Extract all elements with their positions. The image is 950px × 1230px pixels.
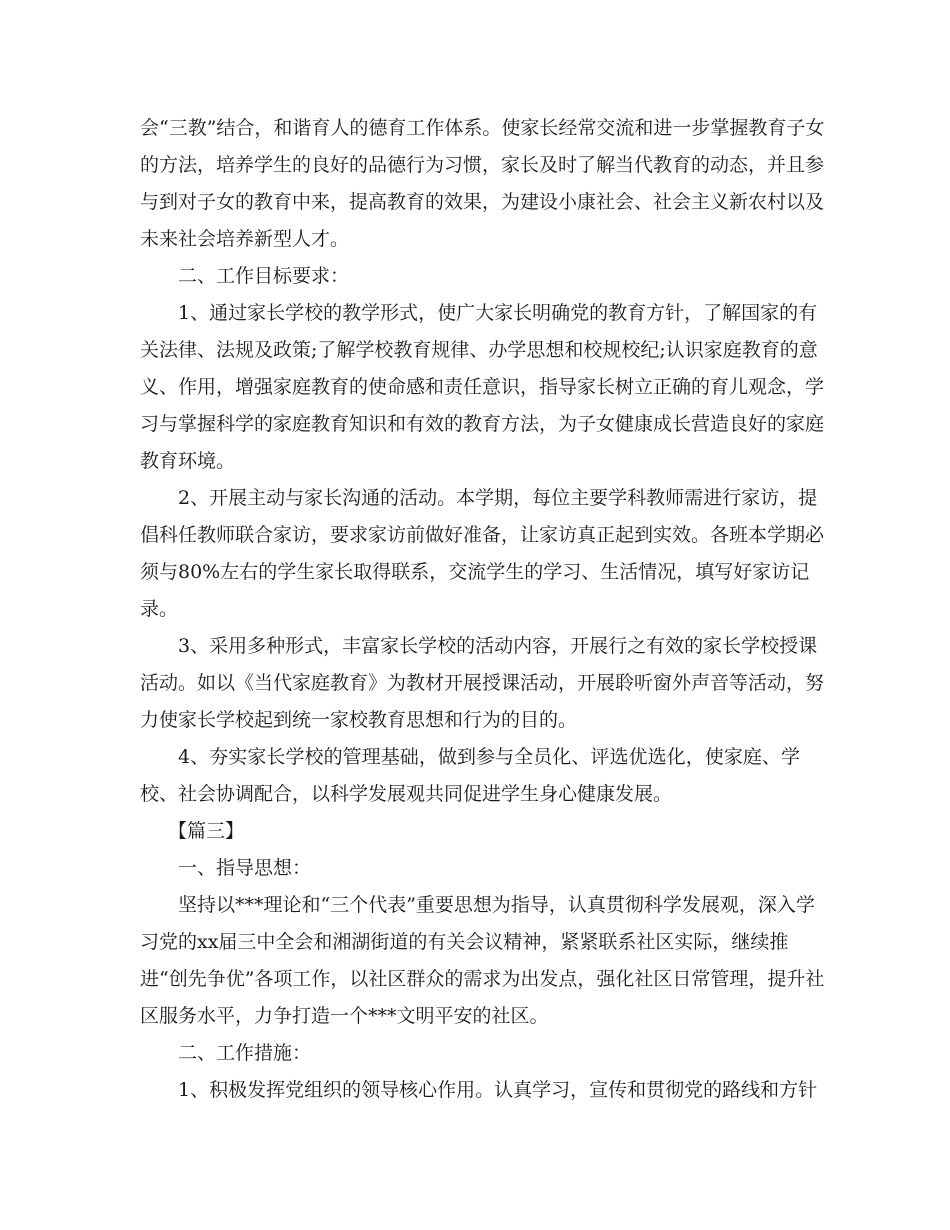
text-line [0, 628, 950, 665]
line-text: 区服务水平，力争打造一个***文明平安的社区。 [140, 1005, 549, 1027]
line-text: 3、采用多种形式，丰富家长学校的活动内容，开展行之有效的家长学校授课 [178, 635, 818, 657]
line-text: 录。 [140, 598, 179, 620]
text-line [0, 443, 950, 480]
text-line [0, 110, 950, 147]
line-text: 力使家长学校起到统一家校教育思想和行为的目的。 [140, 709, 578, 731]
line-text: 习与掌握科学的家庭教育知识和有效的教育方法，为子女健康成长营造良好的家庭 [140, 413, 825, 435]
text-line [0, 1072, 950, 1109]
text-line [0, 887, 950, 924]
line-text: 进“创先争优”各项工作，以社区群众的需求为出发点，强化社区日常管理，提升社 [140, 968, 825, 990]
text-line [0, 369, 950, 406]
line-text: 教育环境。 [140, 450, 236, 472]
line-text: 须与80%左右的学生家长取得联系，交流学生的学习、生活情况，填写好家访记 [140, 561, 810, 583]
line-text: 校、社会协调配合，以科学发展观共同促进学生身心健康发展。 [140, 783, 673, 805]
line-text: 会“三教”结合，和谐育人的德育工作体系。使家长经常交流和进一步掌握教育子女 [140, 117, 825, 139]
line-text: 坚持以***理论和“三个代表”重要思想为指导，认真贯彻科学发展观，深入学 [178, 894, 815, 916]
line-text: 关法律、法规及政策;了解学校教育规律、办学思想和校规校纪;认识家庭教育的意 [140, 339, 818, 361]
line-text: 倡科任教师联合家访，要求家访前做好准备，让家访真正起到实效。各班本学期必 [140, 524, 825, 546]
section-heading [0, 258, 950, 295]
text-line [0, 739, 950, 776]
line-text: 活动。如以《当代家庭教育》为教材开展授课活动，开展聆听窗外声音等活动，努 [140, 672, 825, 694]
line-text: 【篇三】 [168, 820, 245, 842]
text-line [0, 332, 950, 369]
line-text: 与到对子女的教育中来，提高教育的效果，为建设小康社会、社会主义新农村以及 [140, 191, 825, 213]
line-text: 1、通过家长学校的教学形式，使广大家长明确党的教育方针，了解国家的有 [178, 302, 818, 324]
line-text: 2、开展主动与家长沟通的活动。本学期，每位主要学科教师需进行家访，提 [178, 487, 818, 509]
text-line [0, 776, 950, 813]
line-text: 二、工作目标要求： [178, 265, 350, 287]
line-text: 未来社会培养新型人才。 [140, 228, 350, 250]
text-line [0, 295, 950, 332]
line-text: 二、工作措施： [178, 1042, 312, 1064]
text-line [0, 591, 950, 628]
text-line [0, 554, 950, 591]
text-line [0, 184, 950, 221]
text-line [0, 517, 950, 554]
text-line [0, 665, 950, 702]
line-text: 1、积极发挥党组织的领导核心作用。认真学习，宣传和贯彻党的路线和方针 [178, 1079, 818, 1101]
line-text: 习党的xx届三中全会和湘湖街道的有关会议精神，紧紧联系社区实际，继续推 [140, 931, 789, 953]
text-line [0, 961, 950, 998]
section-heading [0, 850, 950, 887]
text-line [0, 406, 950, 443]
section-heading [0, 813, 950, 850]
text-line [0, 702, 950, 739]
line-text: 4、夯实家长学校的管理基础，做到参与全员化、评选优选化，使家庭、学 [178, 746, 800, 768]
line-text: 义、作用，增强家庭教育的使命感和责任意识，指导家长树立正确的育儿观念，学 [140, 376, 825, 398]
text-line [0, 998, 950, 1035]
text-line [0, 924, 950, 961]
text-line [0, 147, 950, 184]
text-line [0, 480, 950, 517]
line-text: 的方法，培养学生的良好的品德行为习惯，家长及时了解当代教育的动态，并且参 [140, 154, 825, 176]
text-line [0, 221, 950, 258]
section-heading [0, 1035, 950, 1072]
line-text: 一、指导思想： [178, 857, 312, 879]
